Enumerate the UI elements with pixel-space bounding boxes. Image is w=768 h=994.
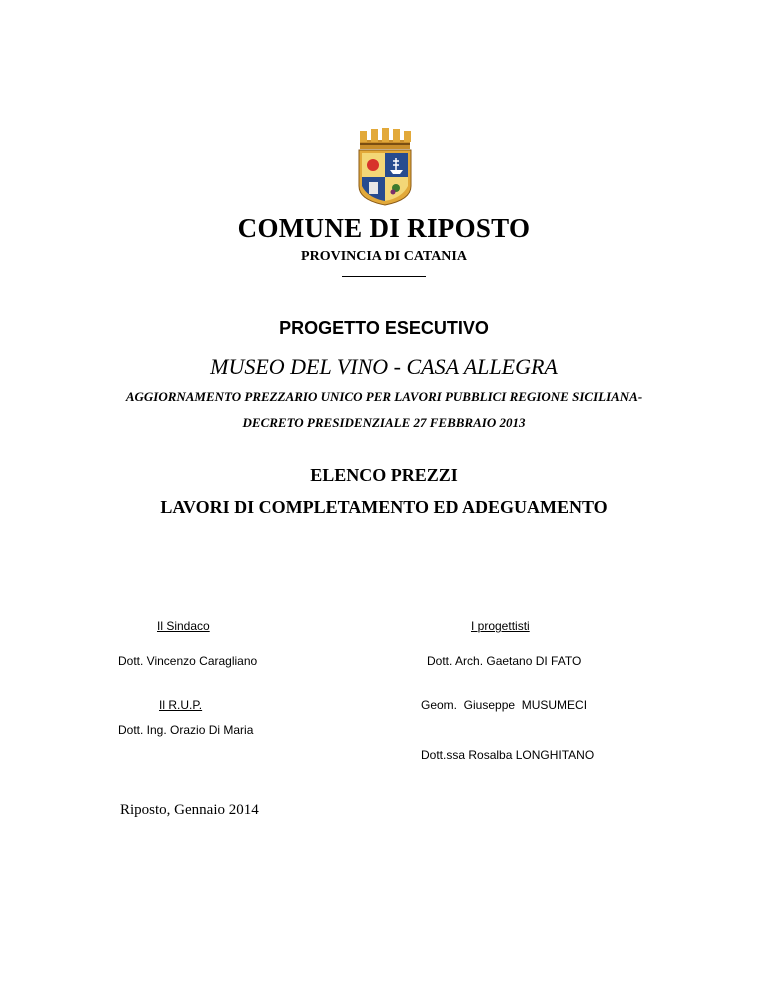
designer-3-name: Dott.ssa Rosalba LONGHITANO <box>421 748 595 762</box>
comune-crest-icon <box>355 128 415 206</box>
mayor-label: Il Sindaco <box>157 619 210 633</box>
document-subtitle: LAVORI DI COMPLETAMENTO ED ADEGUAMENTO <box>160 497 608 517</box>
rup-label: Il R.U.P. <box>159 698 203 712</box>
designers-label: I progettisti <box>471 619 530 633</box>
project-type: PROGETTO ESECUTIVO <box>279 318 489 338</box>
municipality-title: COMUNE DI RIPOSTO <box>237 213 531 243</box>
province-subtitle: PROVINCIA DI CATANIA <box>301 249 467 264</box>
title-divider <box>342 276 426 277</box>
mayor-name: Dott. Vincenzo Caragliano <box>118 654 258 668</box>
designer-1-name: Dott. Arch. Gaetano DI FATO <box>427 654 582 668</box>
place-and-date: Riposto, Gennaio 2014 <box>120 802 259 818</box>
rup-name: Dott. Ing. Orazio Di Maria <box>118 723 254 737</box>
document-title: ELENCO PREZZI <box>310 465 458 485</box>
price-list-update-line: AGGIORNAMENTO PREZZARIO UNICO PER LAVORI PUBBLICI REGIONE SICILIANA- <box>125 389 643 404</box>
designer-2-name: Geom. Giuseppe MUSUMECI <box>421 698 588 712</box>
decree-line: DECRETO PRESIDENZIALE 27 FEBBRAIO 2013 <box>242 415 526 430</box>
project-name: MUSEO DEL VINO - CASA ALLEGRA <box>210 354 558 379</box>
